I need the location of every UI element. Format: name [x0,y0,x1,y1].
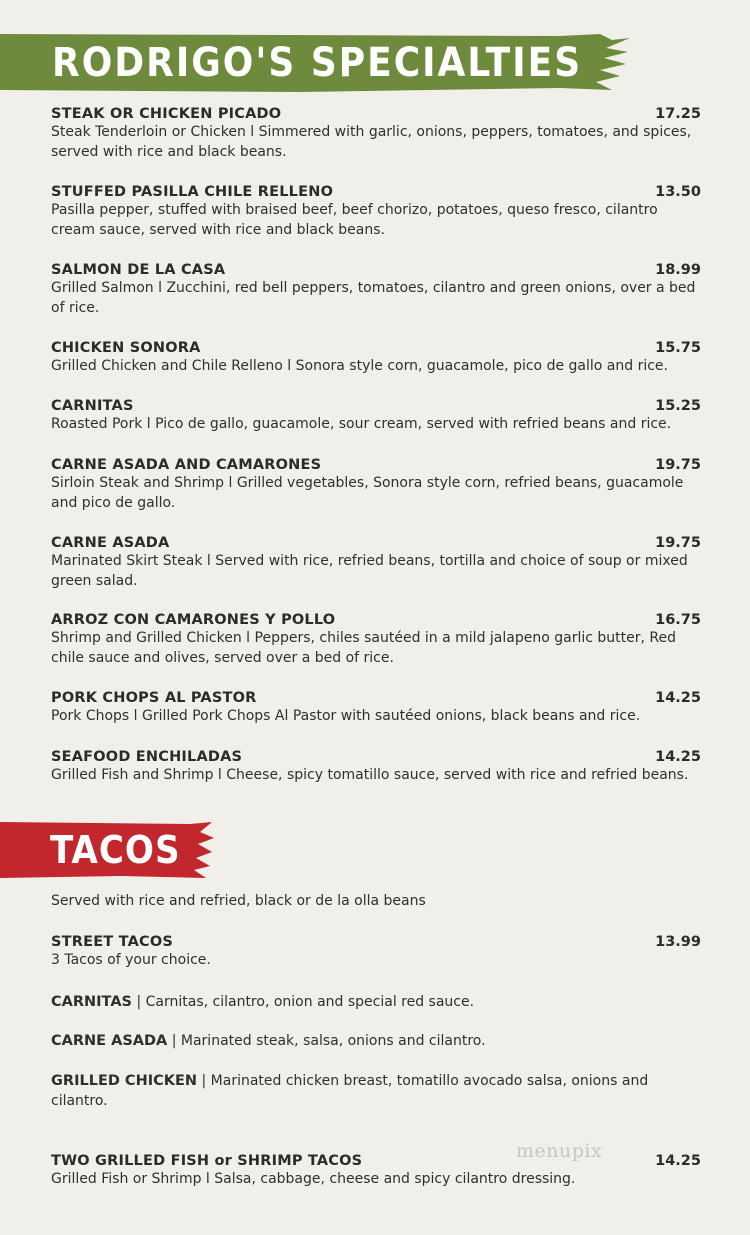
specialties-title: RODRIGO'S SPECIALTIES [52,40,583,86]
item-description: 3 Tacos of your choice. [51,952,211,968]
item-price: 13.50 [655,184,701,200]
menu-item [51,262,701,318]
item-description: Grilled Salmon l Zucchini, red bell peppers, tomatoes, cilantro and green onions, over a bed of rice. [51,280,696,316]
item-name: ARROZ CON CAMARONES Y POLLO [51,612,336,628]
menu-item [51,1153,701,1190]
option-name: GRILLED CHICKEN [51,1073,198,1089]
menu-item [51,184,701,240]
item-name: PORK CHOPS AL PASTOR [51,690,257,706]
item-price: 15.75 [655,340,701,356]
option-separator: | [132,994,146,1010]
item-description: Marinated Skirt Steak l Served with rice, refried beans, tortilla and choice of soup or mixed green salad. [51,553,688,589]
menu-item [51,690,701,727]
item-price: 15.25 [655,398,701,414]
item-price: 16.75 [655,612,701,628]
option-description: Marinated steak, salsa, onions and cilantro. [180,1033,486,1049]
tacos-banner [0,822,214,878]
option-description: Carnitas, cilantro, onion and special red sauce. [145,994,475,1010]
item-price: 14.25 [655,1153,701,1169]
option-separator: | [167,1033,181,1049]
option-separator: | [197,1073,211,1089]
item-description: Grilled Chicken and Chile Relleno l Sonora style corn, guacamole, pico de gallo and rice. [51,358,668,374]
menu-item [51,398,701,435]
item-description: Pasilla pepper, stuffed with braised beef, beef chorizo, potatoes, queso fresco, cilantro cream sauce, served with rice and black beans. [51,202,658,238]
menu-item [51,612,701,668]
menu-item [51,106,701,162]
item-name: SEAFOOD ENCHILADAS [51,749,243,765]
item-price: 17.25 [655,106,701,122]
item-name: CARNITAS [51,398,134,414]
option-name: CARNITAS [51,994,132,1010]
item-name: CHICKEN SONORA [51,340,201,356]
option-name: CARNE ASADA [51,1033,168,1049]
taco-option [51,993,701,1013]
item-price: 13.99 [655,934,701,950]
item-description: Sirloin Steak and Shrimp l Grilled vegetables, Sonora style corn, refried beans, guacamole and pico de gallo. [51,475,684,511]
item-name: STREET TACOS [51,934,174,950]
item-description: Steak Tenderloin or Chicken l Simmered with garlic, onions, peppers, tomatoes, and spices, served with rice and black beans. [51,124,692,160]
item-description: Roasted Pork l Pico de gallo, guacamole, sour cream, served with refried beans and rice. [51,416,672,432]
menu-item [51,535,701,591]
item-price: 19.75 [655,457,701,473]
item-name: SALMON DE LA CASA [51,262,226,278]
watermark: menupix [516,1140,603,1162]
item-name: TWO GRILLED FISH or SHRIMP TACOS [51,1153,363,1169]
taco-option [51,1032,701,1052]
item-name: STUFFED PASILLA CHILE RELLENO [51,184,334,200]
item-price: 19.75 [655,535,701,551]
menu-item [51,457,701,513]
item-name: CARNE ASADA [51,535,170,551]
item-description: Pork Chops l Grilled Pork Chops Al Pastor with sautéed onions, black beans and rice. [51,708,641,724]
item-price: 14.25 [655,749,701,765]
item-description: Shrimp and Grilled Chicken l Peppers, chiles sautéed in a mild jalapeno garlic butter, Red chile sauce and olives, served over a bed of rice. [51,630,676,666]
tacos-intro: Served with rice and refried, black or de la olla beans [51,893,426,909]
item-description: Grilled Fish or Shrimp l Salsa, cabbage, cheese and spicy cilantro dressing. [51,1171,576,1187]
item-description: Grilled Fish and Shrimp l Cheese, spicy tomatillo sauce, served with rice and refried beans. [51,767,689,783]
option-description: Marinated chicken breast, tomatillo avocado salsa, onions and cilantro. [51,1073,649,1109]
menu-item [51,934,701,971]
specialties-banner [0,34,632,92]
tacos-title: TACOS [50,828,181,872]
item-price: 14.25 [655,690,701,706]
taco-option [51,1072,701,1111]
item-price: 18.99 [655,262,701,278]
item-name: CARNE ASADA AND CAMARONES [51,457,322,473]
item-name: STEAK OR CHICKEN PICADO [51,106,282,122]
menu-item [51,340,701,377]
menu-item [51,749,701,786]
